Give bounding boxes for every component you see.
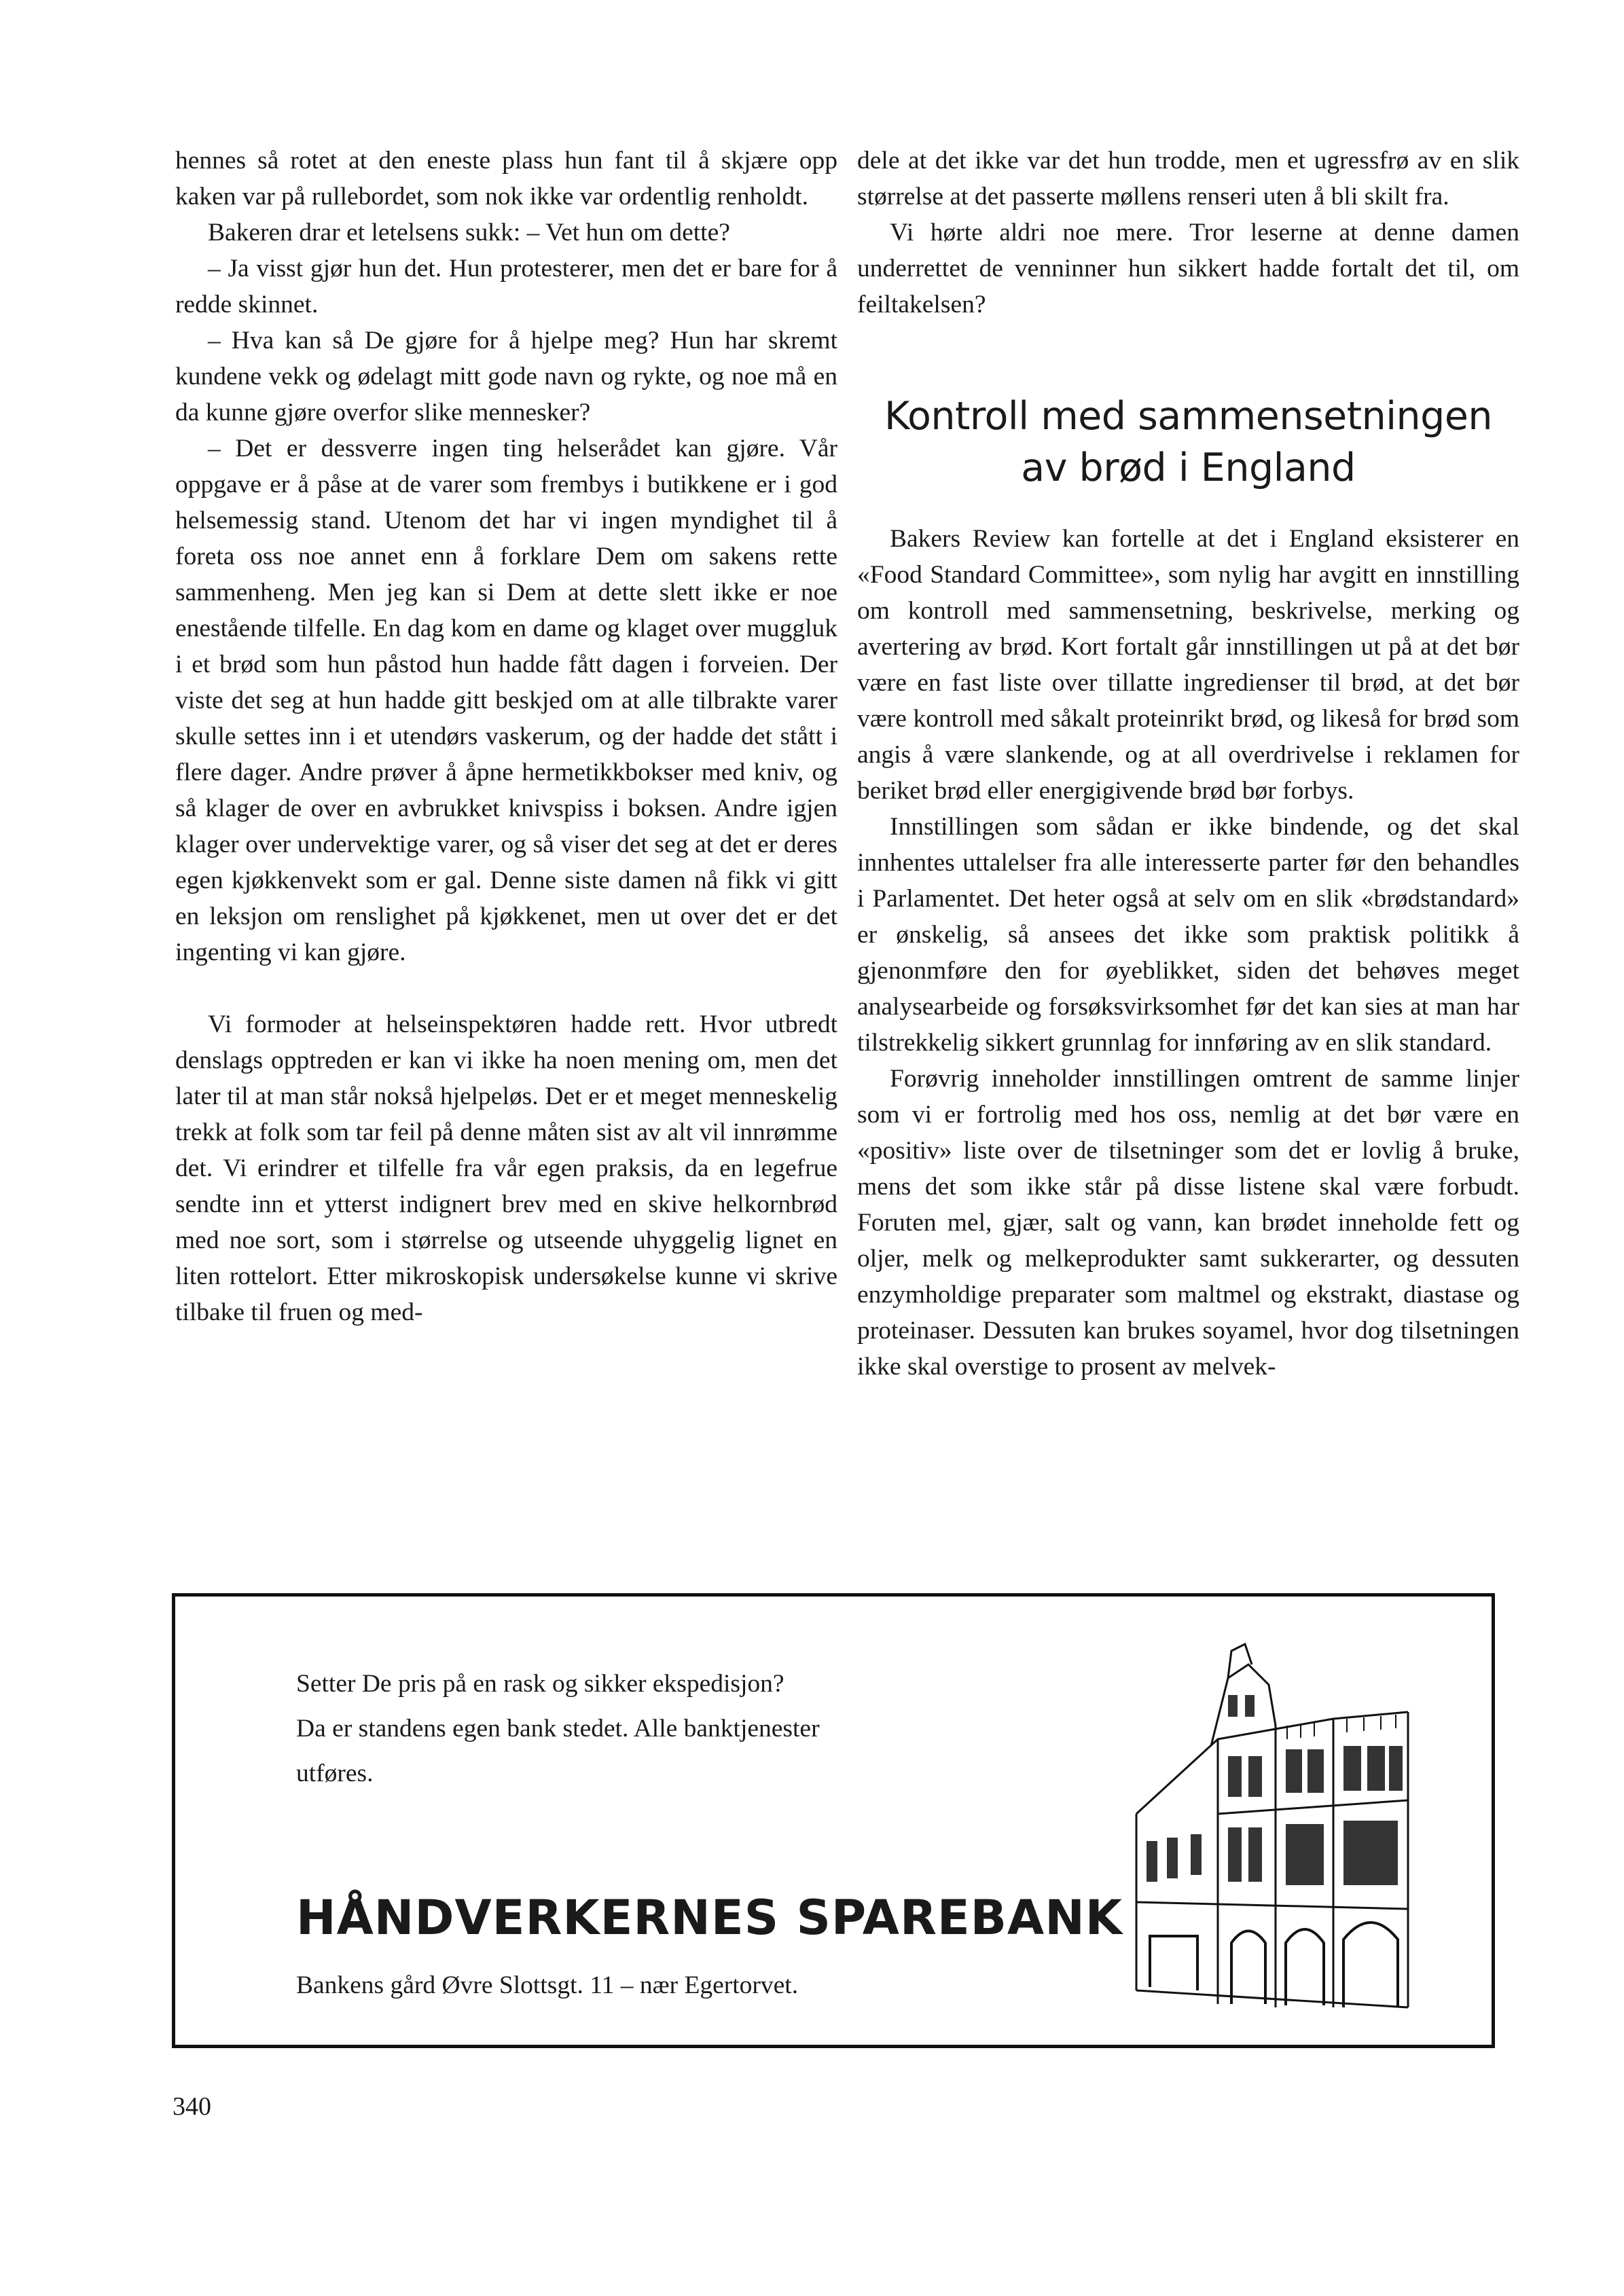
paragraph: hennes så rotet at den eneste plass hun fant til å skjære opp kaken var på rullebordet, som nok ikke var ordentlig renholdt. [175,147,837,211]
left-column [175,143,837,1330]
ad-line: utføres. [296,1760,374,1787]
bank-address: Bankens gård Øvre Slottsgt. 11 – nær Egertorvet. [296,1971,799,1999]
article-heading-line-2: av brød i England [1021,445,1356,490]
paragraph: dele at det ikke var det hun trodde, men et ugressfrø av en slik størrelse at det passerte møllens renseri uten å bli skilt fra. [857,147,1519,211]
paragraph: Vi formoder at helseinspektøren hadde rett. Hvor utbredt denslags opptreden er kan vi ikke ha noen mening om, men det later til at man står nokså hjelpeløs. Det er et meget menneskelig trekk at folk som tar feil på denne måten sist av alt vil innrømme det. Vi erindrer et tilfelle fra vår egen praksis, da en legefrue sendte inn et ytterst indignert brev med en skive helkornbrød med noe sort, som i størrelse og utseende uhyggelig lignet en liten rottelort. Etter mikroskopisk undersøkelse kunne vi skrive tilbake til fruen og med- [175,1010,837,1326]
bank-name: HÅNDVERKERNES SPAREBANK [296,1890,1123,1946]
paragraph: Bakers Review kan fortelle at det i England eksisterer en «Food Standard Committee», som nylig har avgitt en innstilling om kontroll med sammensetning, beskrivelse, merking og avertering av brød. Kort fortalt går innstillingen ut på at det bør være en fast liste over tillatte ingredienser til brød, at det bør være kontroll med såkalt proteinrikt brød, og likeså for brød som angis å være slankende, og at all overdrivelse i reklamen for beriket brød eller energigivende brød bør forbys. [857,525,1519,805]
ad-line: Setter De pris på en rask og sikker ekspedisjon? [296,1670,784,1698]
article-heading-line-1: Kontroll med sammensetningen [884,394,1493,439]
paragraph: Forøvrig inneholder innstillingen omtrent de samme linjer som vi er fortrolig med hos oss, nemlig at det bør være en «positiv» liste over de tilsetninger som det er lovlig å bruke, mens det som ikke står på disse listene skal være forbudt. Foruten mel, gjær, salt og vann, kan brødet inneholde fett og oljer, melk og melkeprodukter samt sukkerarter, og dessuten enzymholdige preparater som maltmel og ekstrakt, diastase og proteinaser. Dessuten kan brukes soyamel, hvor dog tilsetningen ikke skal overstige to prosent av melvek- [857,1065,1519,1381]
right-column [857,143,1519,1385]
paragraph: Vi hørte aldri noe mere. Tror leserne at denne damen underrettet de venninner hun sikkert hadde fortalt det til, om feiltakelsen? [857,219,1519,318]
paragraph: – Ja visst gjør hun det. Hun protesterer, men det er bare for å redde skinnet. [175,255,837,318]
page-number: 340 [173,2092,211,2121]
advertisement-box [172,1593,1495,2048]
bank-building-illustration [1109,1637,1415,2018]
advertisement-text [296,1662,1125,1796]
ad-line: Da er standens egen bank stedet. Alle banktjenester [296,1715,820,1743]
paragraph: Innstillingen som sådan er ikke bindende, og det skal innhentes uttalelser fra alle interesserte parter før den behandles i Parlamentet. Det heter også at selv om en slik «brødstandard» er ønskelig, så ansees det ikke som praktisk politikk å gjenonmføre den for øyeblikket, siden det behøves meget analysearbeide og forsøksvirksomhet før det kan sies at man har tilstrekkelig sikkert grunnlag for innføring av en slik standard. [857,813,1519,1057]
paragraph: – Hva kan så De gjøre for å hjelpe meg? Hun har skremt kundene vekk og ødelagt mitt gode navn og rykte, og noe må en da kunne gjøre overfor slike mennesker? [175,327,837,426]
paragraph: – Det er dessverre ingen ting helserådet kan gjøre. Vår oppgave er å påse at de varer som frembys i butikkene er i god helsemessig stand. Utenom det har vi ingen myndighet til å foreta oss noe annet enn å forklare Dem om sakens rette sammenheng. Men jeg kan si Dem at dette slett ikke er noe enestående tilfelle. En dag kom en dame og klaget over muggluk i et brød som hun påstod hun hadde fått dagen i forveien. Der viste det seg at hun hadde gitt beskjed om at alle tilbrakte varer skulle settes inn i et utendørs vaskerum, og der hadde det stått i flere dager. Andre prøver å åpne hermetikkbokser med kniv, og så klager de over en avbrukket knivspiss i boksen. Andre igjen klager over undervektige varer, og så viser det seg at det er deres egen kjøkkenvekt som er gal. Denne siste damen nå fikk vi gitt en leksjon om renslighet på kjøkkenet, men ut over det er det ingenting vi kan gjøre. [175,435,837,966]
paragraph: Bakeren drar et letelsens sukk: – Vet hun om dette? [208,219,730,247]
article-heading [857,390,1519,494]
